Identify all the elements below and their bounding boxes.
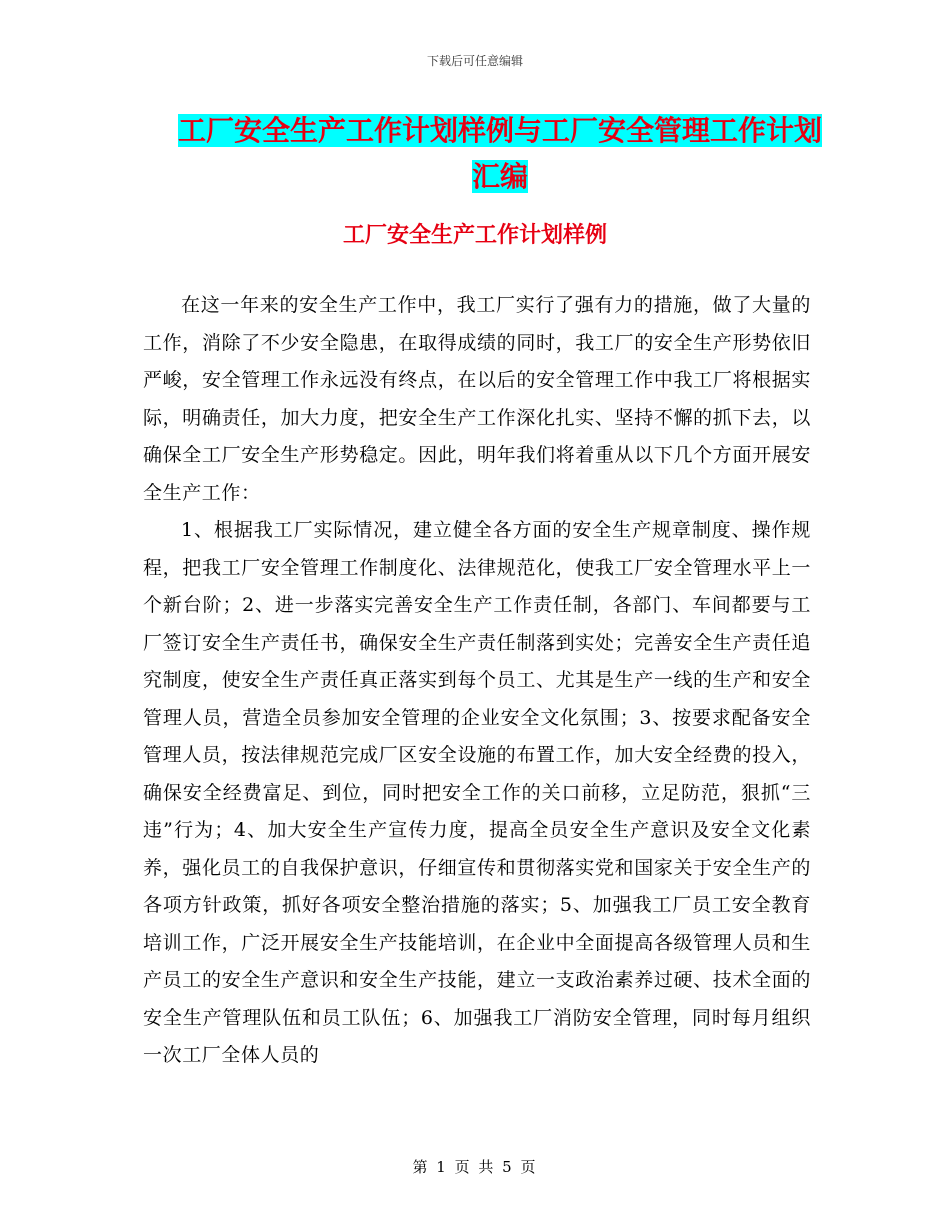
body-paragraph-measures: 1、根据我工厂实际情况，建立健全各方面的安全生产规章制度、操作规程，把我工厂安全管理工作制度化、法律规范化，使我工厂安全管理水平上一个新台阶；2、进一步落实完善安全生产工作责任制，各部门、车间都要与工厂签订安全生产责任书，确保安全生产责任制落到实处；完善安全生产责任追究制度，使安全生产责任真正落实到每个员工、尤其是生产一线的生产和安全管理人员，营造全员参加安全管理的企业安全文化氛围；3、按要求配备安全管理人员，按法律规范完成厂区安全设施的布置工作，加大安全经费的投入，确保安全经费富足、到位，同时把安全工作的关口前移，立足防范，狠抓“三违”行为；4、加大安全生产宣传力度，提高全员安全生产意识及安全文化素养，强化员工的自我保护意识，仔细宣传和贯彻落实党和国家关于安全生产的各项方针政策，抓好各项安全整治措施的落实；5、加强我工厂员工安全教育培训工作，广泛开展安全生产技能培训，在企业中全面提高各级管理人员和生产员工的安全生产意识和安全生产技能，建立一支政治素养过硬、技术全面的安全生产管理队伍和员工队伍；6、加强我工厂消防安全管理，同时每月组织一次工厂全体人员的 — [143, 519, 811, 1066]
header-note: 下载后可任意编辑 — [426, 54, 523, 68]
body-paragraph-intro: 在这一年来的安全生产工作中，我工厂实行了强有力的措施，做了大量的工作，消除了不少安全隐患，在取得成绩的同时，我工厂的安全生产形势依旧严峻，安全管理工作永远没有终点，在以后的安全管理工作中我工厂将根据实际，明确责任，加大力度，把安全生产工作深化扎实、坚持不懈的抓下去，以确保全工厂安全生产形势稳定。因此，明年我们将着重从以下几个方面开展安全生产工作： — [143, 294, 811, 504]
document-title — [140, 108, 860, 200]
section-title: 工厂安全生产工作计划样例 — [342, 222, 607, 248]
document-title-line-1: 工厂安全生产工作计划样例与工厂安全管理工作计划 — [177, 114, 822, 147]
document-body — [143, 287, 811, 1075]
page-number: 第 1 页 共 5 页 — [412, 1158, 538, 1176]
document-title-line-2: 汇编 — [471, 160, 528, 193]
